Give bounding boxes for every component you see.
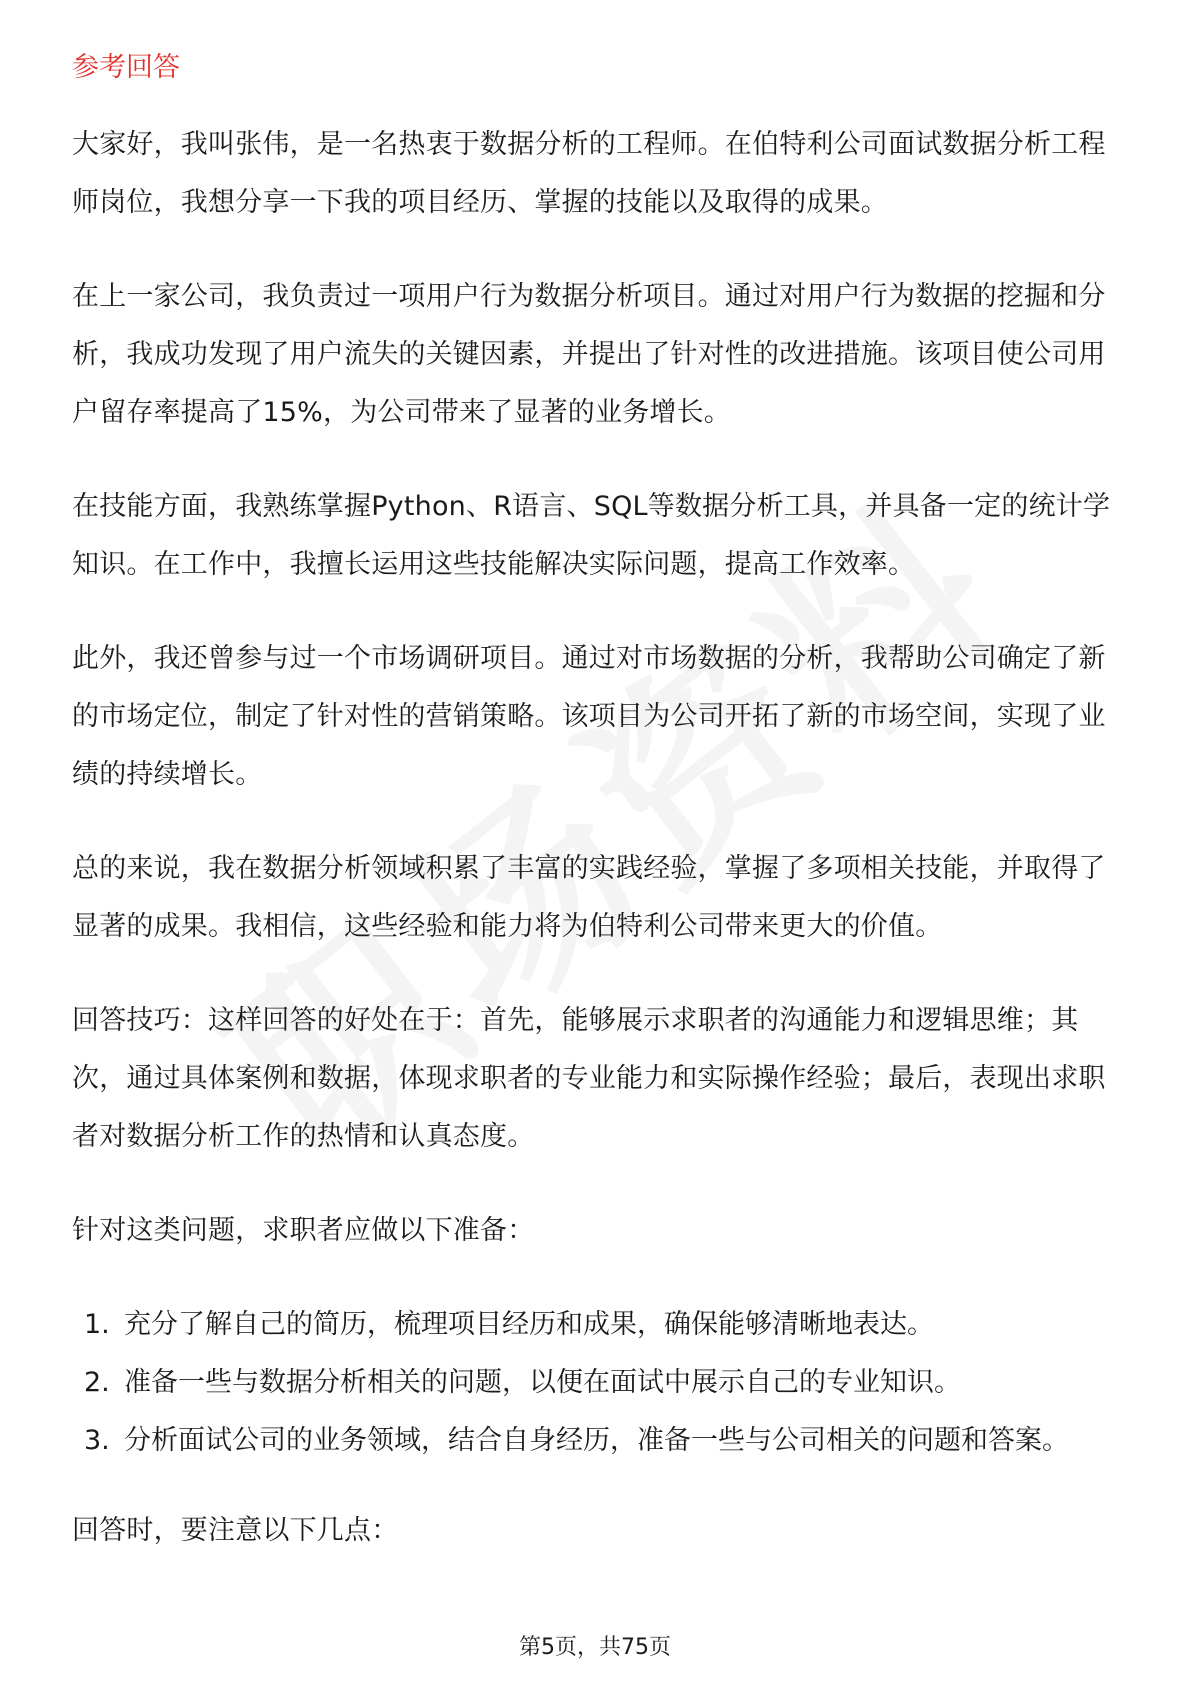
paragraph-project-market-research: 此外，我还曾参与过一个市场调研项目。通过对市场数据的分析，我帮助公司确定了新的市场定位，制定了针对性的营销策略。该项目为公司开拓了新的市场空间，实现了业绩的持续增长。: [72, 643, 1106, 790]
section-heading: 参考回答: [72, 52, 180, 83]
list-item-number: 1.: [84, 1309, 110, 1340]
preparation-list: [72, 1296, 1118, 1470]
paragraph-summary: 总的来说，我在数据分析领域积累了丰富的实践经验，掌握了多项相关技能，并取得了显著的成果。我相信，这些经验和能力将为伯特利公司带来更大的价值。: [72, 853, 1106, 942]
list-item: [72, 1296, 1118, 1354]
paragraph-project-user-behavior: 在上一家公司，我负责过一项用户行为数据分析项目。通过对用户行为数据的挖掘和分析，我成功发现了用户流失的关键因素，并提出了针对性的改进措施。该项目使公司用户留存率提高了15%，为公司带来了显著的业务增长。: [72, 281, 1106, 428]
list-item: [72, 1412, 1118, 1470]
paragraph-preparation-intro: 针对这类问题，求职者应做以下准备：: [72, 1215, 535, 1246]
list-item-text: 充分了解自己的简历，梳理项目经历和成果，确保能够清晰地表达。: [124, 1309, 934, 1340]
paragraph-answer-tips: 回答技巧：这样回答的好处在于：首先，能够展示求职者的沟通能力和逻辑思维；其次，通过具体案例和数据，体现求职者的专业能力和实际操作经验；最后，表现出求职者对数据分析工作的热情和认真态度。: [72, 1005, 1106, 1152]
list-item-number: 3.: [84, 1425, 110, 1456]
page-number-footer: 第5页，共75页: [519, 1635, 671, 1660]
document-content: [72, 48, 1118, 1596]
paragraph-skills: 在技能方面，我熟练掌握Python、R语言、SQL等数据分析工具，并具备一定的统计学知识。在工作中，我擅长运用这些技能解决实际问题，提高工作效率。: [72, 491, 1111, 580]
paragraph-intro: 大家好，我叫张伟，是一名热衷于数据分析的工程师。在伯特利公司面试数据分析工程师岗位，我想分享一下我的项目经历、掌握的技能以及取得的成果。: [72, 129, 1106, 218]
paragraph-closing: 回答时，要注意以下几点：: [72, 1515, 399, 1546]
list-item: [72, 1354, 1118, 1412]
list-item-number: 2.: [84, 1367, 110, 1398]
list-item-text: 分析面试公司的业务领域，结合自身经历，准备一些与公司相关的问题和答案。: [124, 1425, 1069, 1456]
list-item-text: 准备一些与数据分析相关的问题，以便在面试中展示自己的专业知识。: [124, 1367, 961, 1398]
